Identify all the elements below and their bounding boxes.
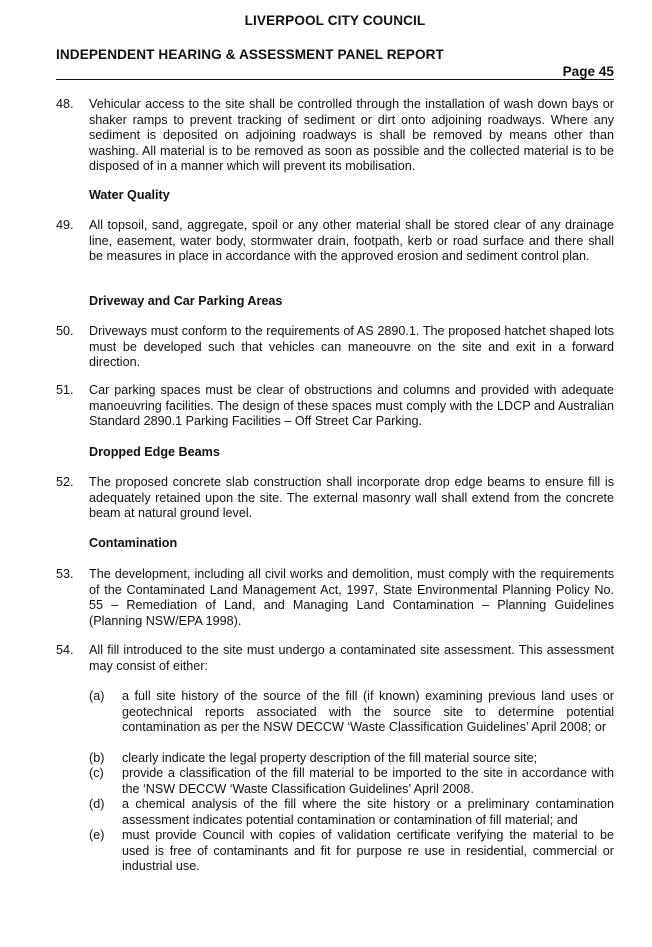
- condition-52: [56, 475, 614, 522]
- sub-item-a: [89, 689, 614, 736]
- sub-item-label: (a): [89, 689, 105, 703]
- condition-number: 54.: [56, 643, 74, 657]
- condition-text: The development, including all civil works and demolition, must comply with the requirements of the Contaminated Land Management Act, 1997, State Environmental Planning Policy No. 55 – Remediation of Land, and Managing Land Contamination – Planning Guidelines (Planning NSW/EPA 1998).: [89, 567, 614, 628]
- condition-number: 49.: [56, 218, 74, 232]
- sub-item-text: provide a classification of the fill material to be imported to the site in accordance with the ‘NSW DECCW ‘Waste Classification Guidelines’ April 2008.: [122, 766, 614, 796]
- condition-number: 48.: [56, 97, 74, 111]
- sub-item-text: a full site history of the source of the fill (if known) examining previous land uses or geotechnical reports associated with the source site to determine potential contamination as per the NSW DECCW ‘Waste Classification Guidelines’ April 2008; or: [122, 689, 614, 735]
- council-name: LIVERPOOL CITY COUNCIL: [244, 13, 426, 28]
- condition-text: All topsoil, sand, aggregate, spoil or any other material shall be stored clear of any drainage line, easement, water body, stormwater drain, footpath, kerb or road surface and there shall be measures in place in accordance with the approved erosion and sediment control plan.: [89, 218, 614, 264]
- condition-48: [56, 97, 614, 175]
- condition-text: The proposed concrete slab construction shall incorporate drop edge beams to ensure fill is adequately retained upon the site. The external masonry wall shall extend from the concrete beam at natural ground level.: [89, 475, 614, 521]
- condition-text: Car parking spaces must be clear of obstructions and columns and provided with adequate manoeuvring facilities. The design of these spaces must comply with the LDCP and Australian Standard 2890.1 Parking Facilities – Off Street Car Parking.: [89, 383, 614, 429]
- condition-51: [56, 383, 614, 430]
- condition-49: [56, 218, 614, 265]
- section-heading-water-quality: Water Quality: [89, 188, 170, 202]
- condition-number: 50.: [56, 324, 74, 338]
- page-number: Page 45: [562, 64, 614, 79]
- section-heading-driveway: Driveway and Car Parking Areas: [89, 294, 283, 308]
- sub-item-text: must provide Council with copies of validation certificate verifying the material to be used is free of contaminants and fit for purpose re use in residential, commercial or industrial use.: [122, 828, 614, 874]
- condition-number: 52.: [56, 475, 74, 489]
- sub-item-label: (e): [89, 828, 105, 842]
- sub-item-label: (b): [89, 751, 105, 765]
- condition-number: 53.: [56, 567, 74, 581]
- condition-50: [56, 324, 614, 371]
- sub-item-e: [89, 828, 614, 875]
- sub-item-text: clearly indicate the legal property description of the fill material source site;: [122, 751, 538, 765]
- condition-53: [56, 567, 614, 629]
- sub-item-label: (d): [89, 797, 105, 811]
- condition-text: Driveways must conform to the requirements of AS 2890.1. The proposed hatchet shaped lots must be developed such that vehicles can maneouvre on the site and exit in a forward direction.: [89, 324, 614, 370]
- condition-text: All fill introduced to the site must undergo a contaminated site assessment. This assessment may consist of either:: [89, 643, 614, 673]
- header-rule: [56, 79, 614, 80]
- section-heading-contamination: Contamination: [89, 536, 178, 550]
- condition-54: [56, 643, 614, 674]
- sub-item-d: [89, 797, 614, 828]
- sub-item-text: a chemical analysis of the fill where the site history or a preliminary contamination assessment indicates potential contamination or contamination of fill material; and: [122, 797, 614, 827]
- section-heading-dropped-edge-beams: Dropped Edge Beams: [89, 445, 220, 459]
- report-title: INDEPENDENT HEARING & ASSESSMENT PANEL REPORT: [56, 47, 444, 62]
- sub-item-c: [89, 766, 614, 797]
- condition-text: Vehicular access to the site shall be controlled through the installation of wash down bays or shaker ramps to prevent tracking of sediment or dirt onto adjoining roadways. Where any sediment is deposited on adjoining roadways is shall be removed by means other than washing. All material is to be removed as soon as possible and the collected material is to be disposed of in a manner which will prevent its mobilisation.: [89, 97, 614, 174]
- sub-item-b: [89, 751, 614, 767]
- condition-number: 51.: [56, 383, 74, 397]
- sub-item-label: (c): [89, 766, 104, 780]
